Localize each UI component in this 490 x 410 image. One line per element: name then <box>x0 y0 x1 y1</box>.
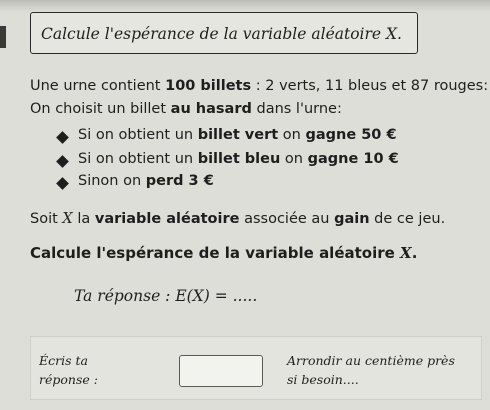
urn-count: 100 billets <box>165 78 252 94</box>
urn-description <box>30 78 488 94</box>
page-top-shadow <box>0 0 490 12</box>
urn-text-1: Une urne contient <box>30 78 166 94</box>
draw-bold: au hasard <box>170 101 252 117</box>
diamond-bullet-icon <box>56 131 69 144</box>
question-text: Calcule l'espérance de la variable aléatoire <box>30 244 401 262</box>
draw-description <box>30 101 342 117</box>
margin-mark <box>0 26 6 48</box>
hint-line2: si besoin.... <box>287 372 359 387</box>
write-answer-label <box>39 351 98 389</box>
diamond-bullet-icon <box>56 155 69 168</box>
title-text: Calcule l'espérance de la variable aléatoire X. <box>41 25 402 43</box>
write-label-line1: Écris ta <box>39 353 88 368</box>
draw-text-1: On choisit un billet <box>30 101 171 117</box>
bullet-text: Si on obtient un billet vert on gagne 50 € <box>78 127 397 143</box>
question-variable: X <box>400 244 412 262</box>
draw-text-2: dans l'urne: <box>251 101 342 117</box>
bullet-text: Sinon on perd 3 € <box>78 173 214 189</box>
variable-x: X <box>62 211 73 227</box>
question: Calcule l'espérance de la variable aléatoire X. <box>30 244 418 262</box>
diamond-bullet-icon <box>56 177 69 190</box>
rounding-hint <box>287 351 455 389</box>
urn-text-2: : 2 verts, 11 bleus et 87 rouges: <box>251 78 489 94</box>
hint-line1: Arrondir au centième près <box>287 353 455 368</box>
bullet-text: Si on obtient un billet bleu on gagne 10 € <box>78 151 399 167</box>
answer-prompt: Ta réponse : E(X) = ..... <box>74 287 258 305</box>
title-box <box>30 12 418 54</box>
answer-input[interactable] <box>179 355 263 387</box>
write-label-line2: réponse : <box>39 372 98 387</box>
variable-definition: Soit X la variable aléatoire associée au gain de ce jeu. <box>30 211 446 227</box>
answer-panel <box>30 336 482 400</box>
